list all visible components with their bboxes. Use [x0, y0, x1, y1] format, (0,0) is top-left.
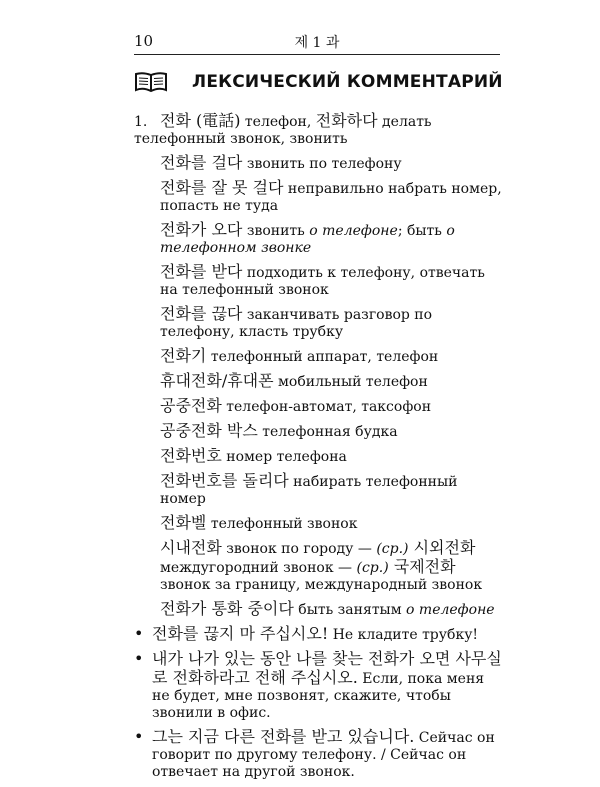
list-item: 전화를 걸다 звонить по телефону [160, 153, 402, 172]
list-item: 전화를 잘 못 걸다 неправильно набрать номер, попасть не туда [160, 178, 502, 214]
list-item: 공중전화 телефон-автомат, таксофон [160, 396, 432, 415]
list-item: 휴대전화/휴대폰 мобильный телефон [160, 371, 428, 390]
list-item: 시내전화 звонок по городу — (ср.) 시외전화 междугородний звонок — (ср.) 국제전화 звонок за границу, международный звонок [160, 538, 483, 593]
section-heading [134, 68, 503, 96]
list-item: 전화가 통화 중이다 быть занятым о телефоне [160, 599, 495, 618]
chapter-title: 제 1 과 [294, 35, 340, 51]
lexical-commentary [134, 112, 506, 787]
example-item: • 그는 지금 다른 전화를 받고 있습니다. Сейчас он говорит по другому телефону. / Сейчас он отвечает на другой звонок. [134, 728, 506, 781]
entry-1: 1. 전화 (電話) телефон, 전화하다 делать телефонный звонок, звонить [134, 111, 432, 147]
list-item: 전화번호를 돌리다 набирать телефонный номер [160, 471, 458, 507]
example-item: • 내가 나가 있는 동안 나를 찾는 전화가 오면 사무실로 전화하라고 전해 주십시오. Если, пока меня не будет, мне позвонят, скажите, чтобы звонили в офис. [134, 650, 506, 722]
headword: 전화 (電話) [160, 111, 241, 130]
section-title: ЛЕКСИЧЕСКИЙ КОММЕНТАРИЙ [192, 72, 503, 92]
list-item: 전화벨 телефонный звонок [160, 513, 358, 532]
page-number: 10 [134, 32, 154, 50]
running-header [134, 30, 500, 55]
list-item: 전화를 받다 подходить к телефону, отвечать на телефонный звонок [160, 262, 485, 298]
entry-number: 1. [134, 114, 148, 130]
open-book-icon [134, 71, 168, 93]
example-item: • 전화를 끊지 마 주십시오! Не кладите трубку! [134, 625, 506, 644]
list-item: 전화기 телефонный аппарат, телефон [160, 346, 439, 365]
list-item: 전화번호 номер телефона [160, 446, 347, 465]
list-item: 공중전화 박스 телефонная будка [160, 421, 398, 440]
list-item: 전화를 끊다 заканчивать разговор по телефону, класть трубку [160, 304, 433, 340]
list-item: 전화가 오다 звонить о телефоне; быть о телефонном звонке [160, 220, 455, 256]
headword-verb: 전화하다 [315, 111, 378, 130]
